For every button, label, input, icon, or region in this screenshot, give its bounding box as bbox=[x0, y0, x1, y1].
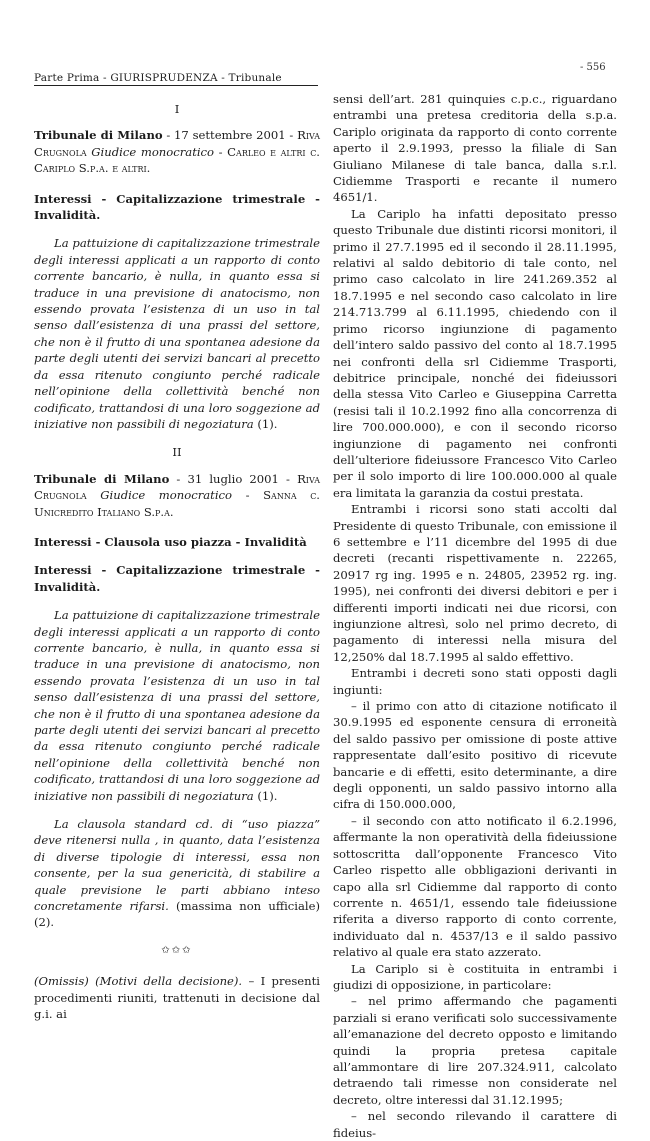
omissis-label: (Omissis) (Motivi della decisione). bbox=[34, 974, 243, 989]
section-separator: ✩✩✩ bbox=[161, 944, 193, 956]
list-item: – il primo con atto di citazione notificato il 30.9.1995 ed esponente censura di erroneità del saldo passivo per omissione di poste attive rappresentate dall’esito positivo di ricevute bancarie e di effetti, esito determinante, a dire degli opponenti, un saldo passivo intorno alla cifra di 150.000.000, bbox=[333, 699, 617, 812]
citation-2 bbox=[34, 471, 320, 520]
keywords-2b: Interessi - Capitalizzazione trimestrale - Invalidità. bbox=[34, 563, 320, 594]
section-numeral-2: II bbox=[172, 445, 182, 460]
page-number: - 556 bbox=[580, 62, 606, 73]
decision-date: - 31 luglio 2001 - bbox=[169, 471, 298, 486]
paragraph: Entrambi i decreti sono stati opposti dagli ingiunti: bbox=[333, 666, 617, 697]
decision-date: - 17 settembre 2001 - bbox=[162, 128, 298, 143]
footnote-ref: (massima non ufficiale) (2). bbox=[34, 899, 320, 930]
parties: - Carleo e altri c. Cariplo S.p.a. e altri. bbox=[34, 144, 320, 176]
decision-text: – I presenti procedimenti riuniti, trattenuti in decisione dal g.i. ai bbox=[34, 974, 321, 1022]
maxim-text: La pattuizione di capitalizzazione trimestrale degli interessi applicati a un rapporto di conto corrente bancario, è nulla, in quanto essa si traduce in una previsione di anatocismo, non essendo provata l’esistenza di un uso in tal senso dall’esistenza di una prassi del settore, che non è il frutto di una spontanea adesione da parte degli utenti dei servizi bancari al precetto da essa ritenuto congiunto perché radicale nell’opinione della collettività benché non codificato, trattandosi di una loro soggezione ad iniziative non passibili di negoziatura bbox=[34, 608, 320, 803]
left-column bbox=[34, 91, 320, 1023]
judge-role: Giudice monocratico bbox=[86, 144, 215, 159]
maxim-text: La pattuizione di capitalizzazione trimestrale degli interessi applicati a un rapporto di conto corrente bancario, è nulla, in quanto essa si traduce in una previsione di anatocismo, non essendo provata l’esistenza di un uso in tal senso dall’esistenza di una prassi del settore, che non è il frutto di una spontanea adesione da parte degli utenti dei servizi bancari al precetto da essa ritenuto congiunto perché radicale nell’opinione della collettività benché non codificato, trattandosi di una loro soggezione ad iniziative non passibili di negoziatura bbox=[34, 236, 320, 431]
footnote-ref: (1). bbox=[253, 416, 278, 431]
running-header: Parte Prima - GIURISPRUDENZA - Tribunale bbox=[34, 72, 318, 86]
judge-name: Riva Crugnola bbox=[34, 128, 320, 159]
maxim-text: La clausola standard cd. di “uso piazza” deve ritenersi nulla , in quanto, data l’esistenza di diverse tipologie di interessi, essa non consente, per la sua genericità, di stabilire a quale previsione le parti abbiano inteso concretamente rifarsi. bbox=[34, 817, 320, 914]
decision-intro bbox=[34, 973, 320, 1022]
list-item: – nel secondo rilevando il carattere di fideius- bbox=[333, 1109, 617, 1140]
judge-role: Giudice monocratico bbox=[86, 488, 232, 503]
paragraph: La Cariplo si è costituita in entrambi i giudizi di opposizione, in particolare: bbox=[333, 961, 617, 992]
right-column bbox=[333, 91, 617, 1141]
maxim-2a bbox=[34, 607, 320, 804]
paragraph: Entrambi i ricorsi sono stati accolti dal Presidente di questo Tribunale, con emissione il 6 settembre e l’11 dicembre del 1995 di due decreti (recanti rispettivamente n. 22265, 20917 rg ing. 1995 e n. 24805, 23952 rg. ing. 1995), nei confronti dei diversi debitori e per i differenti importi indicati nei due ricorsi, con ingiunzione altresì, solo nel primo decreto, di pagamento di interessi nella misura del 12,250% dal 18.7.1995 al saldo effettivo. bbox=[333, 502, 617, 664]
maxim-2b bbox=[34, 816, 320, 931]
keywords-2a: Interessi - Clausola uso piazza - Invalidità bbox=[34, 534, 307, 549]
court-name: Tribunale di Milano bbox=[34, 471, 170, 486]
parties: - Sanna c. Unicredito Italiano S.p.a. bbox=[34, 488, 320, 519]
citation-1 bbox=[34, 127, 320, 176]
keywords-1: Interessi - Capitalizzazione trimestrale - Invalidità. bbox=[34, 191, 320, 223]
judge-name: Riva Crugnola bbox=[34, 471, 320, 503]
section-numeral-1: I bbox=[174, 102, 180, 116]
paragraph: sensi dell’art. 281 quinquies c.p.c., riguardano entrambi una pretesa creditoria della s.p.a. Cariplo originata da rapporto di conto corrente aperto il 2.9.1993, presso la filiale di San Giuliano Milanese di tale banca, dalla s.r.l. Cidiemme Trasporti e recante il numero 4651/1. bbox=[333, 92, 617, 205]
footnote-ref: (1). bbox=[253, 788, 278, 803]
maxim-1 bbox=[34, 235, 320, 432]
paragraph: La Cariplo ha infatti depositato presso questo Tribunale due distinti ricorsi monitori, il primo il 27.7.1995 ed il secondo il 28.11.1995, relativi al saldo debitorio di tale conto, nel primo caso calcolato in lire 241.269.352 al 18.7.1995 e nel secondo caso calcolato in lire 214.713.799 al 6.11.1995, chiedendo con il primo ricorso ingiunzione di pagamento dell’intero saldo passivo del conto al 18.7.1995 nei confronti della srl Cidiemme Trasporti, debitrice principale, nonché dei fideiussori della stessa Vito Carleo e Giuseppina Carretta (resisi tali il 10.2.1992 fino alla concorrenza di lire 700.000.000), e con il secondo ricorso ingiunzione di pagamento nei confronti dell’ulteriore fideiussore Francesco Vito Carleo per il solo importo di lire 100.000.000 al quale era limitata la garanzia da costui prestata. bbox=[333, 206, 617, 500]
court-name: Tribunale di Milano bbox=[34, 128, 163, 143]
list-item: – nel primo affermando che pagamenti parziali si erano verificati solo successivamente all’emanazione del decreto opposto e limitando quindi la propria pretesa capitale all’ammontare di lire 207.324.911, calcolato detraendo tali rimesse non considerate nel decreto, oltre interessi dal 31.12.1995; bbox=[333, 994, 617, 1107]
list-item: – il secondo con atto notificato il 6.2.1996, affermante la non operatività della fideiussione sottoscritta dall’opponente Francesco Vito Carleo rispetto alle obbligazioni derivanti in capo alla srl Cidiemme dal rapporto di conto corrente n. 4651/1, essendo tale fideiussione riferita a diverso rapporto di conto corrente, individuato dal n. 4537/13 e il saldo passivo relativo al quale era stato azzerato. bbox=[333, 813, 617, 960]
